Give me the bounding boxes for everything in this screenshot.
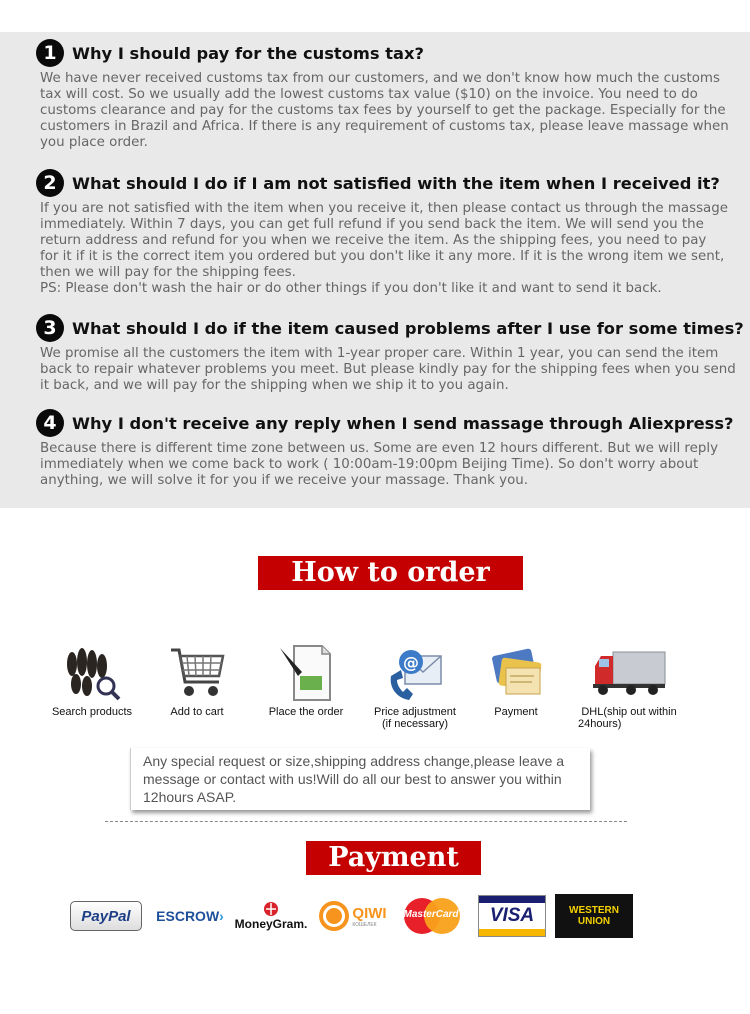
note-line: 12hours ASAP. [143, 789, 237, 805]
payment-cards-icon [486, 642, 546, 704]
mastercard-text: MasterCard [403, 909, 459, 920]
faq-item-3 [36, 314, 744, 394]
delivery-truck-icon [591, 642, 667, 704]
answer-line: We promise all the customers the item with 1-year proper care. Within 1 year, you can send the item [40, 346, 719, 361]
mastercard-logo [400, 893, 462, 939]
step-label: Add to cart [170, 706, 224, 718]
answer-line: customs clearance and pay for the customs tax fees by yourself to get the package. Especially for the [40, 103, 726, 118]
answer-line: immediately. Within 7 days, you can get full refund if you send back the item. We will send you the [40, 217, 704, 232]
faq-answer [40, 441, 726, 489]
arrow-icon: › [219, 908, 224, 924]
number-2-badge: 2 [36, 169, 64, 197]
answer-line: If you are not satisfied with the item when you receive it, then please contact us through the massage [40, 201, 728, 216]
svg-text:@: @ [403, 653, 419, 672]
answer-line: anything, we will solve it for you if we receive your massage. Thank you. [40, 473, 529, 488]
western-union-logo [554, 893, 634, 939]
faq-question: Why I should pay for the customs tax? [72, 43, 424, 63]
answer-line: We have never received customs tax from our customers, and we don't know how much the customs [40, 71, 720, 86]
step-label-sub: 24hours) [578, 718, 622, 730]
number-4-badge: 4 [36, 409, 64, 437]
answer-line: back to repair whatever problems you meet. But please kindly pay for the shipping fees when you send [40, 362, 736, 377]
number-3-badge: 3 [36, 314, 64, 342]
qiwi-logo [314, 893, 392, 939]
special-request-note [130, 748, 590, 810]
step-label: DHL(ship out within [581, 706, 677, 718]
step-label-sub: (if necessary) [381, 718, 449, 730]
answer-line: it back, and we will pay for the shipping when we ship it to you again. [40, 378, 509, 393]
qiwi-text: QIWI [352, 904, 387, 922]
qiwi-circle-icon [323, 905, 345, 927]
step-label: Place the order [268, 706, 344, 718]
step-label: Search products [51, 706, 133, 718]
step-dhl-shipping [574, 642, 684, 730]
answer-line: for it if it is the correct item you ordered but you don't like it any more. If it is the wrong item we sent, [40, 249, 725, 264]
order-form-icon [276, 642, 336, 704]
faq-item-2 [36, 169, 726, 297]
faq-question: Why I don't receive any reply when I send massage through Aliexpress? [72, 413, 734, 433]
moneygram-text: MoneyGram. [234, 917, 308, 931]
step-add-to-cart [151, 642, 243, 718]
faq-answer [40, 346, 736, 394]
payment-banner: Payment [306, 841, 481, 875]
faq-answer [40, 71, 729, 151]
answer-line: PS: Please don't wash the hair or do other things if you don't like it and want to send it back. [40, 281, 662, 296]
step-label: Price adjustment [374, 706, 456, 718]
dashed-divider [105, 821, 627, 822]
shopping-cart-icon [167, 642, 227, 704]
answer-line: you place order. [40, 135, 148, 150]
email-phone-icon [385, 642, 445, 704]
step-search-products [46, 642, 138, 718]
step-place-order [260, 642, 352, 718]
union-text: UNION [577, 916, 611, 927]
number-1-badge: 1 [36, 39, 64, 67]
faq-question: What should I do if the item caused problems after I use for some times? [72, 318, 744, 338]
hair-magnifier-icon [62, 642, 122, 704]
step-label: Payment [494, 706, 538, 718]
note-line: Any special request or size,shipping address change,please leave a [143, 753, 565, 769]
moneygram-logo [232, 893, 310, 939]
paypal-text: PayPal [81, 907, 131, 925]
moneygram-globe-icon [263, 901, 279, 917]
note-line: message or contact with us!Will do all our best to answer you within [143, 771, 562, 787]
faq-question: What should I do if I am not satisfied with the item when I received it? [72, 173, 720, 193]
faq-item-1 [36, 39, 729, 151]
visa-logo [477, 893, 547, 939]
answer-line: immediately when we come back to work ( 10:00am-19:00pm Beijing Time). So don't worry about [40, 457, 699, 472]
answer-line: Because there is different time zone between us. Some are even 12 hours different. But we will reply [40, 441, 719, 456]
paypal-logo [70, 893, 142, 939]
step-price-adjustment [369, 642, 461, 730]
answer-line: tax will cost. So we usually add the lowest customs tax value ($10) on the invoice. You need to do [40, 87, 698, 102]
answer-line: customers in Brazil and Africa. If there is any requirement of customs tax, please leave massage when [40, 119, 729, 134]
qiwi-subtext: КОШЕЛЕК [352, 921, 377, 928]
visa-text: VISA [489, 905, 535, 926]
step-payment [470, 642, 562, 718]
answer-line: then we will pay for the shipping fees. [40, 265, 296, 280]
faq-answer [40, 201, 726, 297]
faq-item-4 [36, 409, 734, 489]
western-text: WESTERN [569, 905, 619, 916]
answer-line: return address and refund for you when we receive the item. As the shipping fees, you need to pay [40, 233, 707, 248]
escrow-text: ESCROW [156, 908, 220, 924]
how-to-order-banner: How to order [258, 556, 523, 590]
escrow-logo [150, 893, 230, 939]
